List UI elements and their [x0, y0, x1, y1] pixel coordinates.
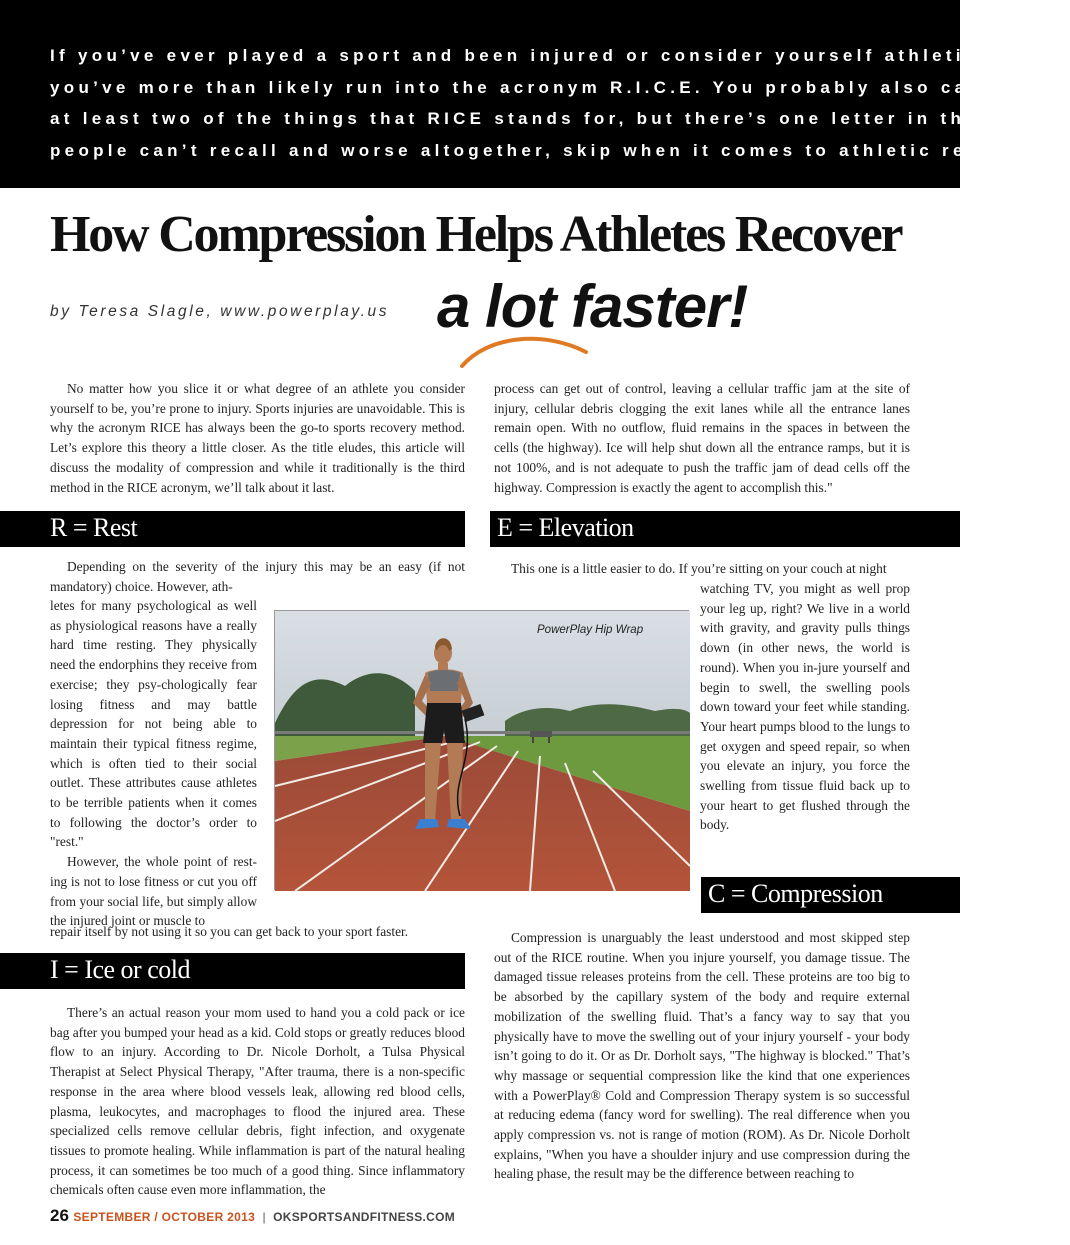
- intro-banner: [0, 0, 1070, 188]
- banner-line: people can’t recall and worse altogether, skip when it comes to athletic recovery.: [50, 140, 1056, 160]
- elevation-text-first: This one is a little easier to do. If you’re sitting on your couch at night: [511, 561, 887, 576]
- rest-end: [50, 922, 465, 942]
- rest-text-second: However, the whole point of rest-ing is not to lose fitness or cut you off from your social life, but simply allow the injured joint or muscle to: [50, 854, 257, 929]
- footer-separator: |: [262, 1210, 266, 1224]
- section-heading-compression: C = Compression: [701, 877, 960, 913]
- track-photo-illustration: [275, 611, 690, 891]
- compression-text: Compression is unarguably the least understood and most skipped step out of the RICE routine. When you injure yourself, you damage tissue. The damaged tissue releases proteins from the cell. These proteins are too big to be absorbed by the capillary system of the body and require external mobilization of the swelling fluid. That’s a fancy way to say that you physically have to move the swelling out of your injury yourself - your body isn’t going to do it. Or as Dr. Dorholt says, "The highway is blocked." That’s why massage or sequential compression like the kind that one experiences with a PowerPlay® Cold and Compression Therapy system is so successful at reducing edema (fancy word for swelling). The real difference when you apply compression vs. not is range of motion (ROM). As Dr. Nicole Dorholt explains, "When you have a shoulder injury and use compression during the healing phase, the result may be the difference between reaching to: [494, 930, 910, 1182]
- article-subtitle: a lot faster!: [437, 273, 748, 340]
- page-footer: [50, 1206, 455, 1226]
- photo-caption: PowerPlay Hip Wrap: [537, 624, 644, 636]
- elevation-first-line: [494, 559, 910, 579]
- article-title: How Compression Helps Athletes Recover: [50, 206, 902, 263]
- elevation-text-wrap: watching TV, you might as well prop your leg up, right? We live in a world with gravity, and gravity pulls things down (in other news, the world is round). When you in-jure yourself and begin to swell, the swelling pools down toward your feet while standing. Your heart pumps blood to the lungs to get oxygen and speed repair, so when you elevate an injury, you force the swelling from tissue fluid back up to your heart to get flushed through the body.: [700, 581, 910, 833]
- article-byline: by Teresa Slagle, www.powerplay.us: [50, 303, 390, 320]
- ice-text: There’s an actual reason your mom used to hand you a cold pack or ice bag after you bumped your head as a kid. Cold stops or greatly reduces blood flow to an injury. According to Dr. Nicole Dorholt, a Tulsa Physical Therapist at Select Physical Therapy, "After trauma, there is a non-specific response in the area where blood vessels leak, allowing red blood cells, plasma, leukocytes, and macrophages to flood the injured area. These specialized cells remove cellular debris, fight infection, and oxygenate tissues to promote healing. While inflammation is part of the natural healing process, it can sometimes be too much of a good thing. Since inflammatory chemicals often cause even more inflammation, the: [50, 1005, 465, 1198]
- rest-text-wrap: letes for many psychological as well as physiological reasons have a really hard time resting. They physically need the endorphins they receive from exercise; they psy-chologically fear losing fitness and may battle depression for not being able to maintain their typical fitness regime, which is often tied to their social outlet. These attributes cause athletes to be terrible patients when it comes to following the doctor’s order to "rest.": [50, 598, 257, 850]
- rest-intro: [50, 557, 465, 596]
- banner-line: If you’ve ever played a sport and been injured or consider yourself athletic,: [50, 46, 988, 65]
- section-heading-elevation: E = Elevation: [490, 511, 960, 547]
- magazine-website: OKSPORTSANDFITNESS.COM: [273, 1210, 456, 1224]
- compression-paragraph: [494, 928, 910, 1184]
- section-heading-rest: R = Rest: [0, 511, 465, 547]
- swoosh-underline-icon: [458, 330, 593, 370]
- rest-wrap-column: [50, 596, 257, 931]
- athlete-photo: [274, 610, 689, 890]
- ice-continued-paragraph: [494, 379, 910, 497]
- banner-text: [50, 40, 1070, 166]
- intro-paragraph: [50, 379, 465, 497]
- rest-text-end: repair itself by not using it so you can get back to your sport faster.: [50, 924, 409, 939]
- banner-line: at least two of the things that RICE stands for, but there’s one letter in there most: [50, 109, 1070, 128]
- elevation-wrap-column: [700, 579, 910, 835]
- page-number: 26: [50, 1206, 69, 1225]
- rest-text-top: Depending on the severity of the injury this may be an easy (if not mandatory) choice. However, ath-: [50, 559, 465, 594]
- section-heading-ice: I = Ice or cold: [0, 953, 465, 989]
- intro-text: No matter how you slice it or what degree of an athlete you consider yourself to be, you’re prone to injury. Sports injuries are unavoidable. This is why the acronym RICE has always been the go-to sports recovery method. Let’s explore this theory a little closer. As the title eludes, this article will discuss the modality of compression and while it traditionally is the third method in the RICE acronym, we’ll talk about it last.: [50, 381, 465, 495]
- banner-line: you’ve more than likely run into the acronym R.I.C.E. You probably also can name: [50, 77, 1054, 97]
- ice-continued-text: process can get out of control, leaving a cellular traffic jam at the site of injury, cellular debris clogging the exit lanes while all the entrance lanes remain open. With no outflow, fluid remains in the spaces in between the cells (the highway). Ice will help shut down all the entrance ramps, but it is not 100%, and is not adequate to push the traffic jam of dead cells off the highway. Compression is exactly the agent to accomplish this.": [494, 381, 910, 495]
- issue-date: SEPTEMBER / OCTOBER 2013: [73, 1210, 256, 1224]
- ice-paragraph: [50, 1003, 465, 1200]
